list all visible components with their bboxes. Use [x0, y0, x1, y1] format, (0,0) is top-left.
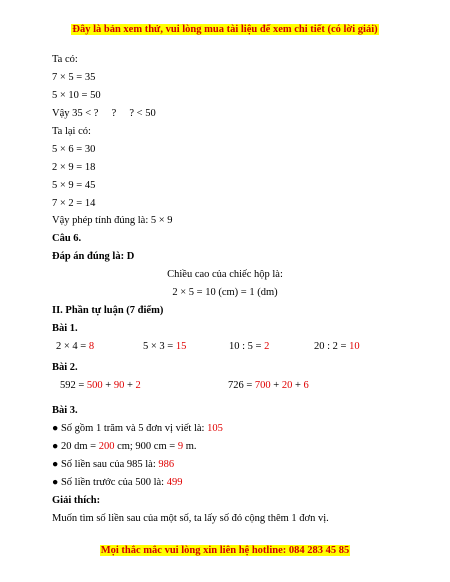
bai1-heading: Bài 1.: [52, 323, 78, 334]
bai2-heading: Bài 2.: [52, 362, 78, 373]
text-line: 5 × 9 = 45: [52, 180, 96, 191]
explanation-text: Muốn tìm số liền sau của một số, ta lấy số đó cộng thêm 1 đơn vị.: [52, 513, 329, 524]
bai1-item: 2 × 4 = 8: [56, 341, 95, 352]
text-line: 2 × 9 = 18: [52, 162, 96, 173]
text-line: 7 × 5 = 35: [52, 72, 96, 83]
text-line: 5 × 6 = 30: [52, 144, 96, 155]
question-heading: Câu 6.: [52, 233, 82, 244]
text-line: Ta lại có:: [52, 126, 91, 137]
bai2-item-a: 592 = 500 + 90 + 2: [60, 380, 141, 391]
hotline-footer: [0, 545, 450, 556]
hotline-footer-text: Mọi thắc mắc vui lòng xin liên hệ hotline: 084 283 45 85: [100, 545, 350, 556]
bai3-bullet: ● Số liền trước của 500 là: 499: [52, 477, 183, 488]
centered-formula: 2 × 5 = 10 (cm) = 1 (dm): [172, 287, 278, 298]
explanation-heading: Giải thích:: [52, 495, 101, 506]
bai3-heading: Bài 3.: [52, 405, 78, 416]
section-heading: II. Phần tự luận (7 điểm): [52, 305, 164, 316]
answer-line: Đáp án đúng là: D: [52, 251, 135, 262]
text-line: Vậy 35 < ? ? ? < 50: [52, 108, 156, 119]
bai3-bullet: ● Số gồm 1 trăm và 5 đơn vị viết là: 105: [52, 423, 223, 434]
bai3-bullet: ● 20 dm = 200 cm; 900 cm = 9 m.: [52, 441, 197, 452]
text-line: Vậy phép tính đúng là: 5 × 9: [52, 215, 173, 226]
bai1-item: 20 : 2 = 10: [314, 341, 360, 352]
preview-banner: [0, 24, 450, 35]
bai2-item-b: 726 = 700 + 20 + 6: [228, 380, 309, 391]
text-line: 7 × 2 = 14: [52, 198, 96, 209]
bai1-item: 5 × 3 = 15: [143, 341, 187, 352]
centered-text: Chiều cao của chiếc hộp là:: [167, 269, 283, 280]
bai3-bullet: ● Số liền sau của 985 là: 986: [52, 459, 175, 470]
bai1-item: 10 : 5 = 2: [229, 341, 270, 352]
text-line: Ta có:: [52, 54, 78, 65]
preview-banner-text: Đây là bản xem thử, vui lòng mua tài liệu để xem chi tiết (có lời giải): [72, 24, 378, 35]
text-line: 5 × 10 = 50: [52, 90, 101, 101]
